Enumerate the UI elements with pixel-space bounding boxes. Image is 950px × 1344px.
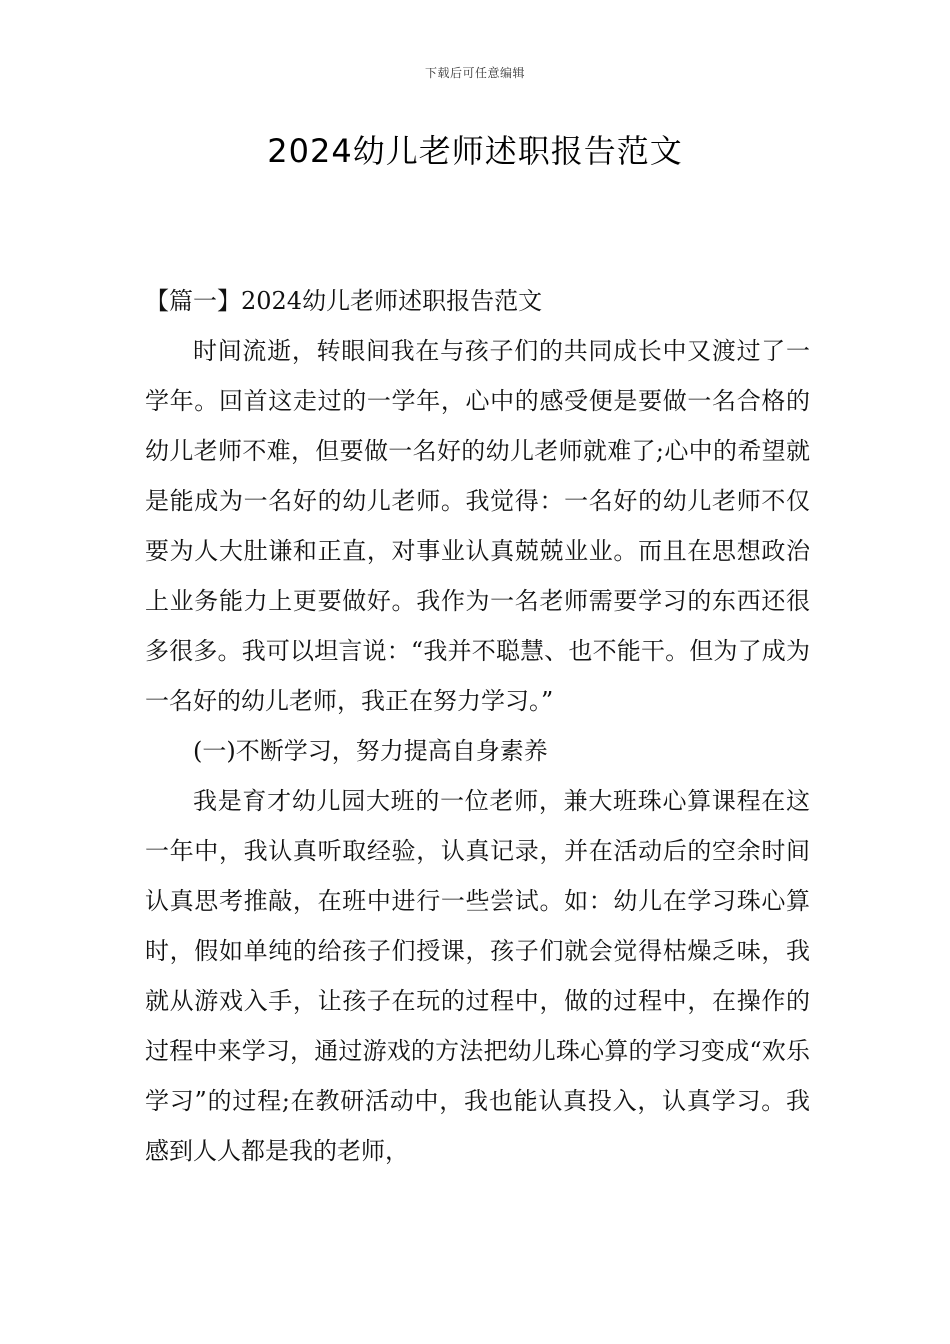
header-note: 下载后可任意编辑	[424, 66, 525, 80]
paragraph-subheading: (一)不断学习，努力提高自身素养	[193, 737, 548, 765]
paragraph-intro: 时间流逝，转眼间我在与孩子们的共同成长中又渡过了一学年。回首这走过的一学年，心中的感受便是要做一名合格的幼儿老师不难，但要做一名好的幼儿老师就难了;心中的希望就是能成为一名好的幼儿老师。我觉得：一名好的幼儿老师不仅要为人大肚谦和正直，对事业认真兢兢业业。而且在思想政治上业务能力上更要做好。我作为一名老师需要学习的东西还很多很多。我可以坦言说：“我并不聪慧、也不能干。但为了成为一名好的幼儿老师，我正在努力学习。”	[145, 337, 810, 715]
section-heading: 【篇一】2024幼儿老师述职报告范文	[145, 287, 543, 315]
document-title: 2024幼儿老师述职报告范文	[267, 132, 683, 170]
document-body	[145, 276, 810, 1176]
paragraph-body: 我是育才幼儿园大班的一位老师，兼大班珠心算课程在这一年中，我认真听取经验，认真记录，并在活动后的空余时间认真思考推敲，在班中进行一些尝试。如：幼儿在学习珠心算时，假如单纯的给孩子们授课，孩子们就会觉得枯燥乏味，我就从游戏入手，让孩子在玩的过程中，做的过程中，在操作的过程中来学习，通过游戏的方法把幼儿珠心算的学习变成“欢乐学习”的过程;在教研活动中，我也能认真投入，认真学习。我感到人人都是我的老师，	[145, 787, 810, 1165]
